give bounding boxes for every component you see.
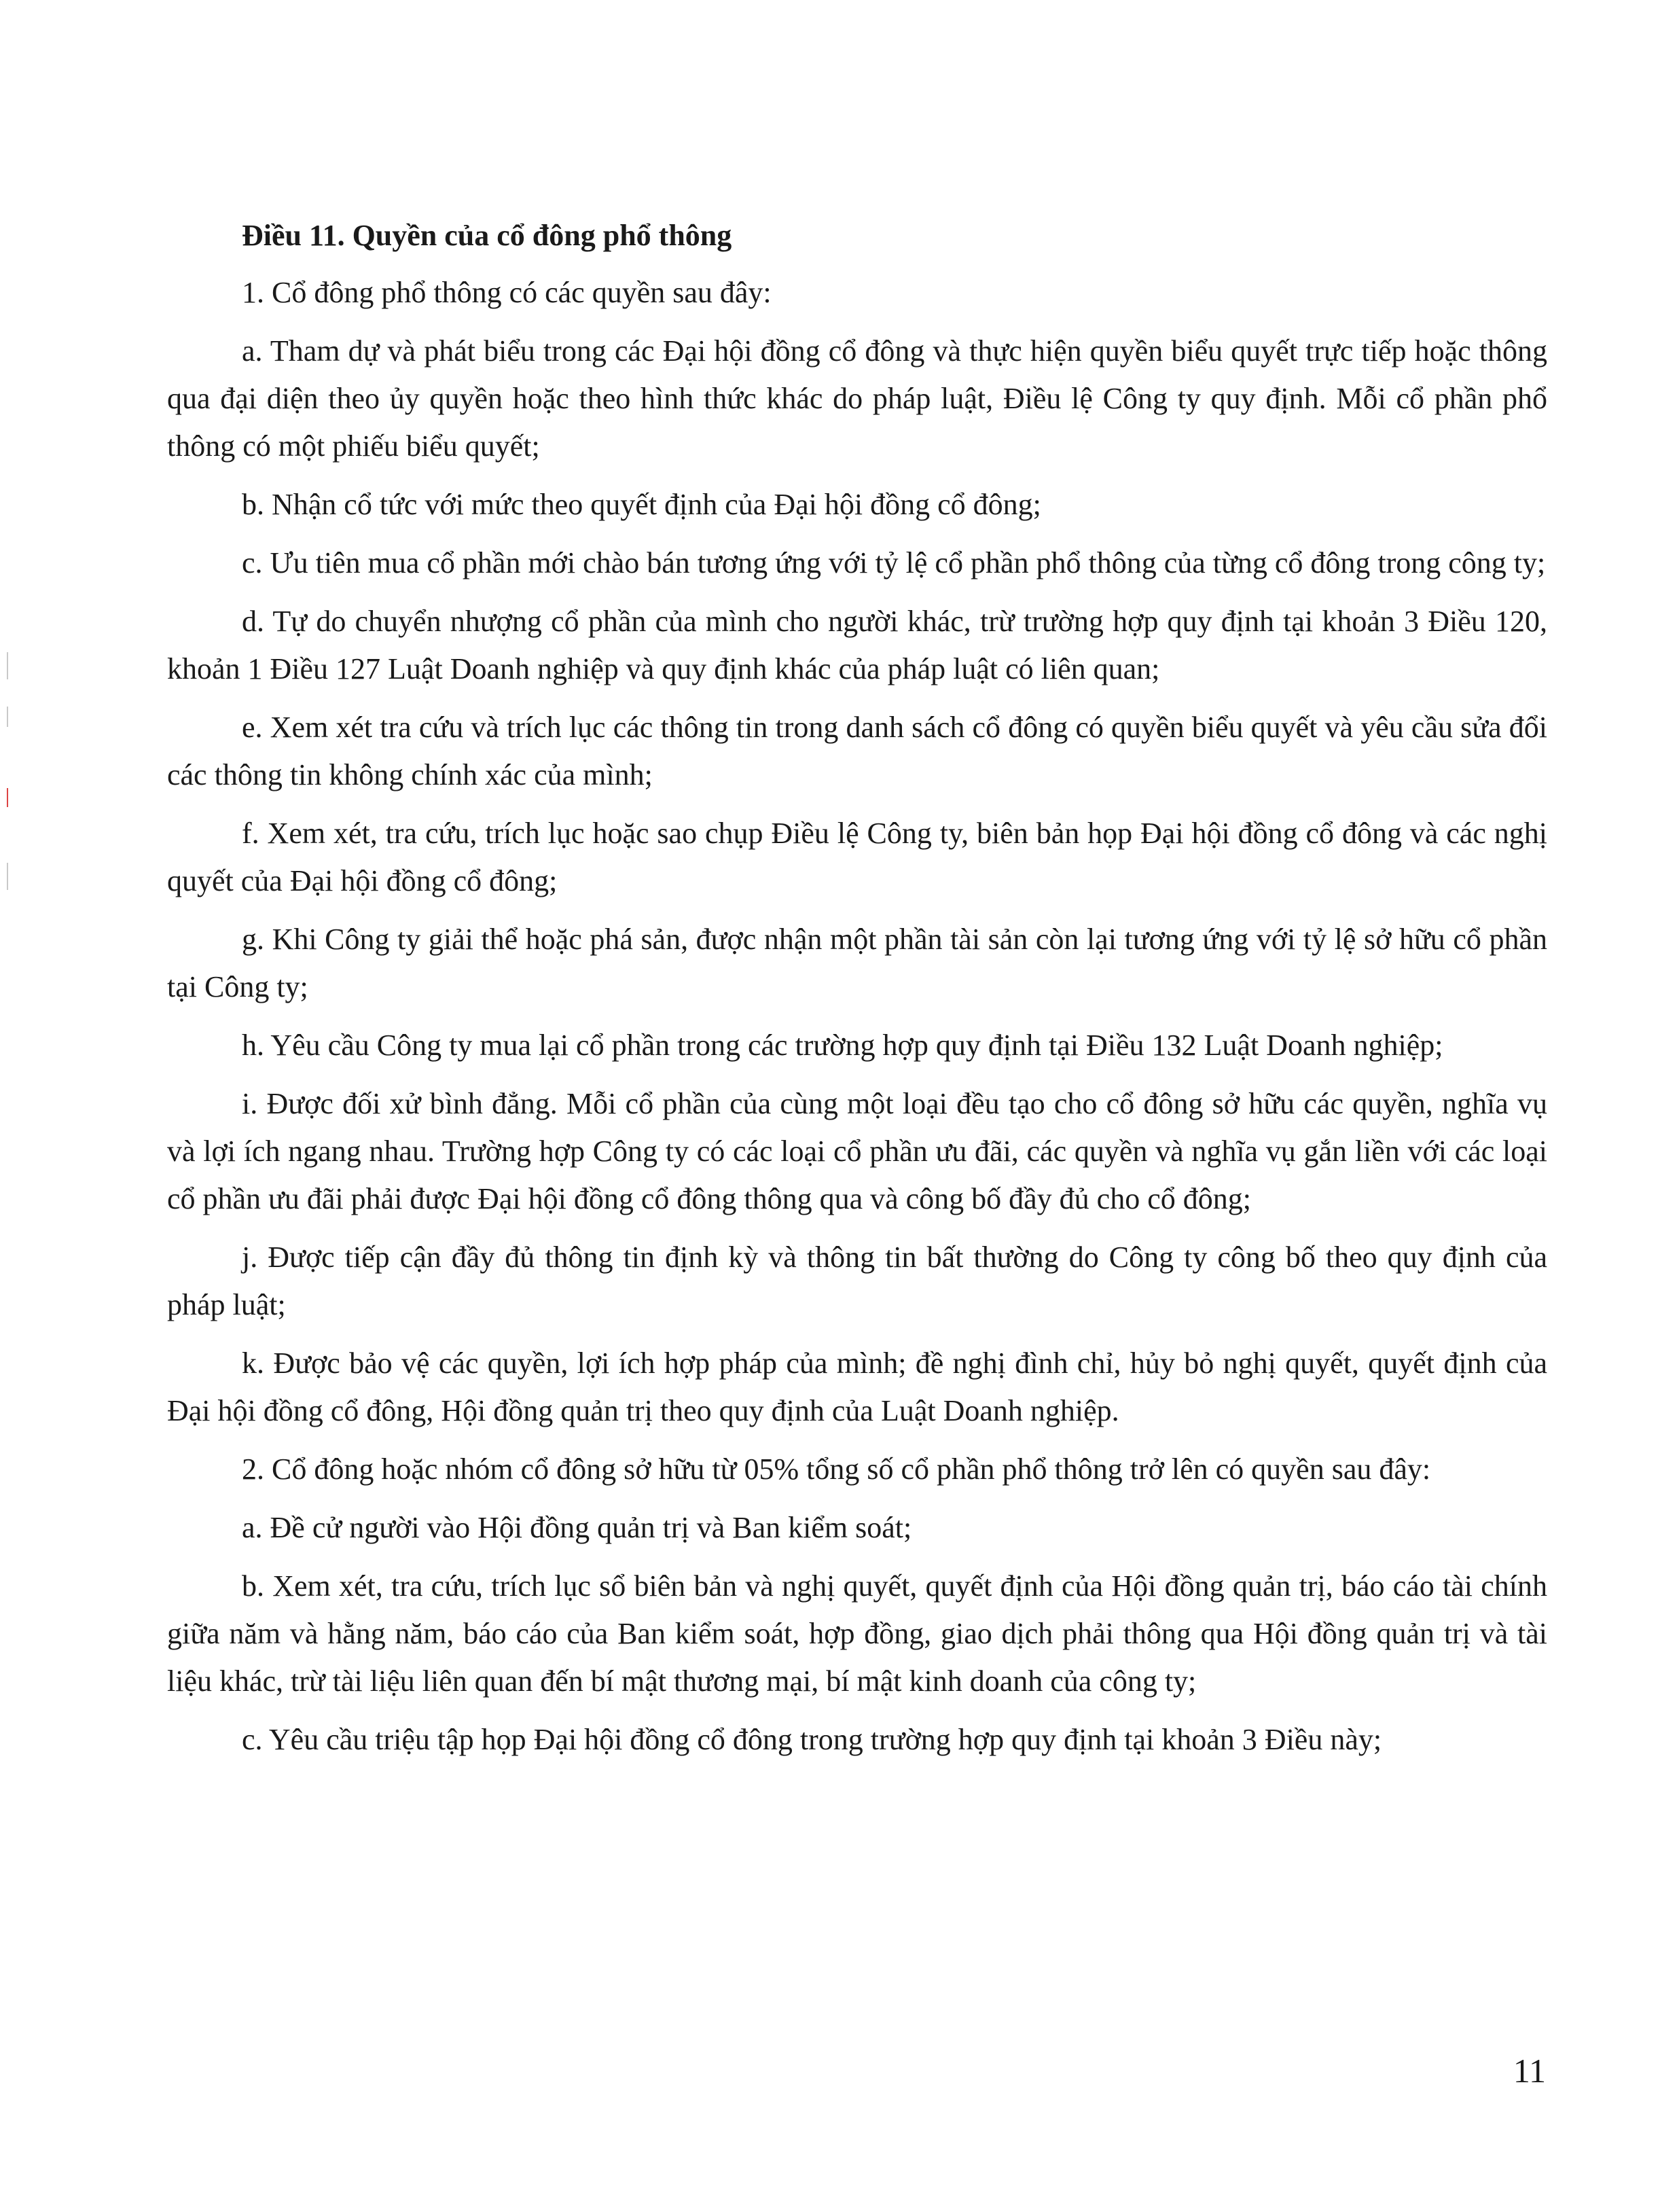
clause-1b: b. Nhận cổ tức với mức theo quyết định của Đại hội đồng cổ đông; bbox=[242, 488, 1041, 521]
scan-margin-mark bbox=[7, 863, 8, 890]
clause-1c: c. Ưu tiên mua cổ phần mới chào bán tương ứng với tỷ lệ cổ phần phổ thông của từng cổ đông trong công ty; bbox=[242, 546, 1546, 579]
clause-1k: k. Được bảo vệ các quyền, lợi ích hợp pháp của mình; đề nghị đình chỉ, hủy bỏ nghị quyết, quyết định của Đại hội đồng cổ đông, Hội đồng quản trị theo quy định của Luật Doanh nghiệp. bbox=[167, 1346, 1547, 1427]
clause-2c: c. Yêu cầu triệu tập họp Đại hội đồng cổ đông trong trường hợp quy định tại khoản 3 Điều này; bbox=[242, 1723, 1382, 1756]
clause-1j: j. Được tiếp cận đầy đủ thông tin định kỳ và thông tin bất thường do Công ty công bố theo quy định của pháp luật; bbox=[167, 1241, 1547, 1321]
clause-1h: h. Yêu cầu Công ty mua lại cổ phần trong các trường hợp quy định tại Điều 132 Luật Doanh nghiệp; bbox=[242, 1029, 1443, 1062]
clause-2: 2. Cổ đông hoặc nhóm cổ đông sở hữu từ 05% tổng số cổ phần phổ thông trở lên có quyền sau đây: bbox=[242, 1452, 1431, 1486]
clause-2a: a. Đề cử người vào Hội đồng quản trị và Ban kiểm soát; bbox=[242, 1511, 912, 1544]
clause-1d: d. Tự do chuyển nhượng cổ phần của mình cho người khác, trừ trường hợp quy định tại khoản 3 Điều 120, khoản 1 Điều 127 Luật Doanh nghiệp và quy định khác của pháp luật có liên quan; bbox=[167, 605, 1547, 685]
page-number: 11 bbox=[1513, 2052, 1546, 2090]
clause-1f: f. Xem xét, tra cứu, trích lục hoặc sao chụp Điều lệ Công ty, biên bản họp Đại hội đồng cổ đông và các nghị quyết của Đại hội đồng cổ đông; bbox=[167, 817, 1547, 897]
document-body bbox=[167, 212, 1547, 1774]
clause-1g: g. Khi Công ty giải thể hoặc phá sản, được nhận một phần tài sản còn lại tương ứng với tỷ lệ sở hữu cổ phần tại Công ty; bbox=[167, 923, 1547, 1003]
scan-margin-mark bbox=[7, 788, 8, 807]
scan-margin-mark bbox=[7, 707, 8, 727]
clause-2b: b. Xem xét, tra cứu, trích lục sổ biên bản và nghị quyết, quyết định của Hội đồng quản trị, báo cáo tài chính giữa năm và hằng năm, báo cáo của Ban kiểm soát, hợp đồng, giao dịch phải thông qua Hội đồng quản trị và tài liệu khác, trừ tài liệu liên quan đến bí mật thương mại, bí mật kinh doanh của công ty; bbox=[167, 1569, 1547, 1698]
clause-1: 1. Cổ đông phổ thông có các quyền sau đây: bbox=[242, 276, 772, 309]
scan-margin-mark bbox=[7, 652, 8, 679]
clause-1e: e. Xem xét tra cứu và trích lục các thông tin trong danh sách cổ đông có quyền biểu quyết và yêu cầu sửa đổi các thông tin không chính xác của mình; bbox=[167, 711, 1547, 791]
clause-1a: a. Tham dự và phát biểu trong các Đại hội đồng cổ đông và thực hiện quyền biểu quyết trực tiếp hoặc thông qua đại diện theo ủy quyền hoặc theo hình thức khác do pháp luật, Điều lệ Công ty quy định. Mỗi cổ phần phổ thông có một phiếu biểu quyết; bbox=[167, 334, 1547, 463]
clause-1i: i. Được đối xử bình đẳng. Mỗi cổ phần của cùng một loại đều tạo cho cổ đông sở hữu các quyền, nghĩa vụ và lợi ích ngang nhau. Trường hợp Công ty có các loại cổ phần ưu đãi, các quyền và nghĩa vụ gắn liền với các loại cổ phần ưu đãi phải được Đại hội đồng cổ đông thông qua và công bố đầy đủ cho cổ đông; bbox=[167, 1087, 1547, 1215]
article-heading: Điều 11. Quyền của cổ đông phổ thông bbox=[242, 219, 732, 252]
